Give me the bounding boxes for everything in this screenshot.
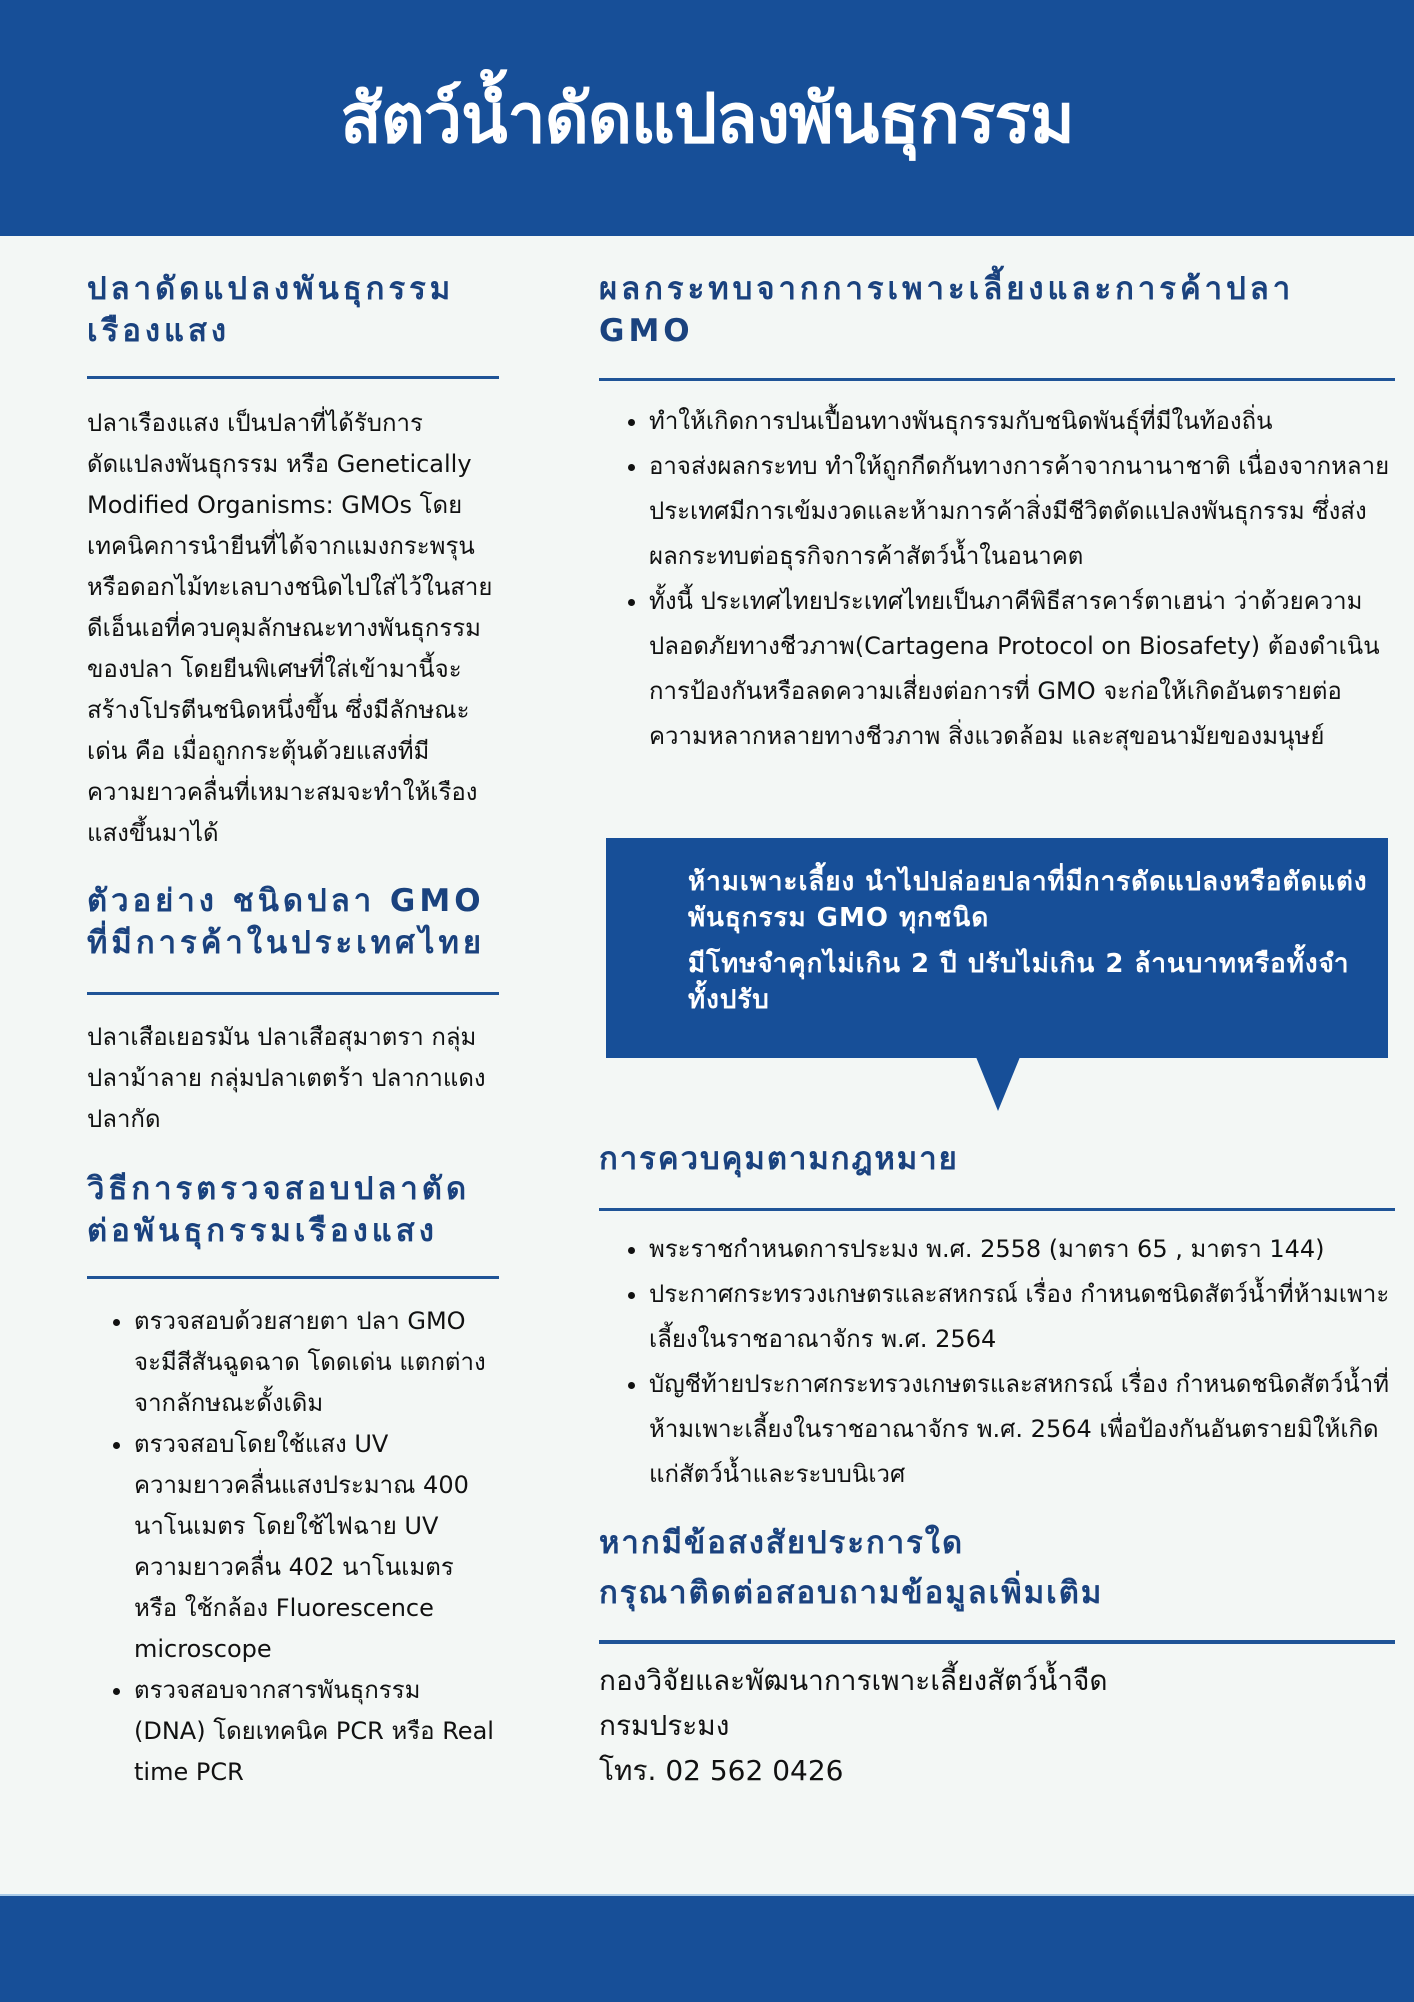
law-list xyxy=(599,1227,1395,1497)
penalty-text: มีโทษจำคุกไม่เกิน 2 ปี ปรับไม่เกิน 2 ล้านบาทหรือทั้งจำทั้งปรับ xyxy=(688,949,1350,1015)
law-heading: การควบคุมตามกฎหมาย xyxy=(599,1141,959,1177)
list-item: • ตรวจสอบโดยใช้แสง UV ความยาวคลื่นแสงประมาณ 400 นาโนเมตร โดยใช้ไฟฉาย UV ความยาวคลื่น 402 นาโนเมตร หรือ ใช้กล้อง Fluorescence microscope xyxy=(134,1424,499,1670)
callout-pointer xyxy=(976,1057,1020,1111)
list-item: • ตรวจสอบด้วยสายตา ปลา GMO จะมีสีสันฉูดฉาด โดดเด่น แตกต่างจากลักษณะดั้งเดิม xyxy=(134,1301,499,1424)
inspection-list xyxy=(87,1301,499,1793)
list-item: • ทั้งนี้ ประเทศไทยประเทศไทยเป็นภาคีพิธีสารคาร์ตาเฮน่า ว่าด้วยความปลอดภัยทางชีวภาพ(Cartagena Protocol on Biosafety) ต้องดำเนินการป้องกันหรือลดความเสี่ยงต่อการที่ GMO จะก่อให้เกิดอันตรายต่อความหลากหลายทางชีวภาพ สิ่งแวดล้อม และสุขอนามัยของมนุษย์ xyxy=(649,579,1395,759)
divider xyxy=(599,1640,1395,1644)
divider xyxy=(599,378,1395,381)
list-item: • ตรวจสอบจากสารพันธุกรรม (DNA) โดยเทคนิค PCR หรือ Real time PCR xyxy=(134,1670,499,1793)
prohibition-text: ห้ามเพาะเลี้ยง นำไปปล่อยปลาที่มีการดัดแปลงหรือตัดแต่งพันธุกรรม GMO ทุกชนิด xyxy=(688,867,1368,933)
list-item: • ประกาศกระทรวงเกษตรและสหกรณ์ เรื่อง กำหนดชนิดสัตว์น้ำที่ห้ามเพาะเลี้ยงในราชอาณาจักร พ.ศ. 2564 xyxy=(649,1272,1395,1362)
impact-list xyxy=(599,399,1395,759)
examples-list-text: ปลาเสือเยอรมัน ปลาเสือสุมาตรา กลุ่มปลาม้าลาย กลุ่มปลาเตตร้า ปลากาแดง ปลากัด xyxy=(87,1023,486,1133)
page-title: สัตว์น้ำดัดแปลงพันธุกรรม xyxy=(340,80,1074,159)
law-section xyxy=(599,1134,1395,1497)
divider xyxy=(599,1208,1395,1211)
divider xyxy=(87,1276,499,1279)
contact-organization: กองวิจัยและพัฒนาการเพาะเลี้ยงสัตว์น้ำจืด xyxy=(599,1664,1108,1697)
list-item: • พระราชกำหนดการประมง พ.ศ. 2558 (มาตรา 65 , มาตรา 144) xyxy=(649,1227,1395,1272)
divider xyxy=(87,376,499,379)
right-column xyxy=(599,268,1395,759)
glofish-heading: ปลาดัดแปลงพันธุกรรม เรืองแสง xyxy=(87,271,455,349)
inspection-heading: วิธีการตรวจสอบปลาตัดต่อพันธุกรรมเรืองแสง xyxy=(87,1171,471,1249)
list-item: • บัญชีท้ายประกาศกระทรวงเกษตรและสหกรณ์ เรื่อง กำหนดชนิดสัตว์น้ำที่ห้ามเพาะเลี้ยงในราชอาณาจักร พ.ศ. 2564 เพื่อป้องกันอันตรายมิให้เกิดแก่สัตว์น้ำและระบบนิเวศ xyxy=(649,1362,1395,1497)
impact-section xyxy=(599,268,1395,759)
contact-department: กรมประมง xyxy=(599,1709,730,1742)
contact-heading-line2: กรุณาติดต่อสอบถามข้อมูลเพิ่มเติม xyxy=(599,1575,1104,1611)
contact-section xyxy=(599,1518,1395,1793)
warning-callout-text xyxy=(688,864,1368,1018)
examples-section xyxy=(87,880,499,1140)
list-item: • อาจส่งผลกระทบ ทำให้ถูกกีดกันทางการค้าจากนานาชาติ เนื่องจากหลายประเทศมีการเข้มงวดและห้ามการค้าสิ่งมีชีวิตดัดแปลงพันธุกรรม ซึ่งส่งผลกระทบต่อธุรกิจการค้าสัตว์น้ำในอนาคต xyxy=(649,444,1395,579)
contact-heading-line1: หากมีข้อสงสัยประการใด xyxy=(599,1525,965,1561)
left-column xyxy=(87,268,499,1793)
impact-heading: ผลกระทบจากการเพาะเลี้ยงและการค้าปลา GMO xyxy=(599,271,1295,349)
examples-heading: ตัวอย่าง ชนิดปลา GMO ที่มีการค้าในประเทศไทย xyxy=(87,883,486,961)
divider xyxy=(87,992,499,995)
list-item: • ทำให้เกิดการปนเปื้อนทางพันธุกรรมกับชนิดพันธุ์ที่มีในท้องถิ่น xyxy=(649,399,1395,444)
glofish-description: ปลาเรืองแสง เป็นปลาที่ได้รับการดัดแปลงพันธุกรรม หรือ Genetically Modified Organisms: GMOs โดยเทคนิคการนำยีนที่ได้จากแมงกระพรุนหรือดอกไม้ทะเลบางชนิดไปใส่ไว้ในสายดีเอ็นเอที่ควบคุมลักษณะทางพันธุกรรมของปลา โดยยีนพิเศษที่ใส่เข้ามานี้จะสร้างโปรตีนชนิดหนึ่งขึ้น ซึ่งมีลักษณะเด่น คือ เมื่อถูกกระตุ้นด้วยแสงที่มีความยาวคลื่นที่เหมาะสมจะทำให้เรืองแสงขึ้นมาได้ xyxy=(87,409,493,847)
header-banner xyxy=(0,0,1414,236)
contact-phone[interactable]: โทร. 02 562 0426 xyxy=(599,1754,844,1787)
footer-banner xyxy=(0,1894,1414,2002)
inspection-section xyxy=(87,1168,499,1793)
glofish-section xyxy=(87,268,499,854)
